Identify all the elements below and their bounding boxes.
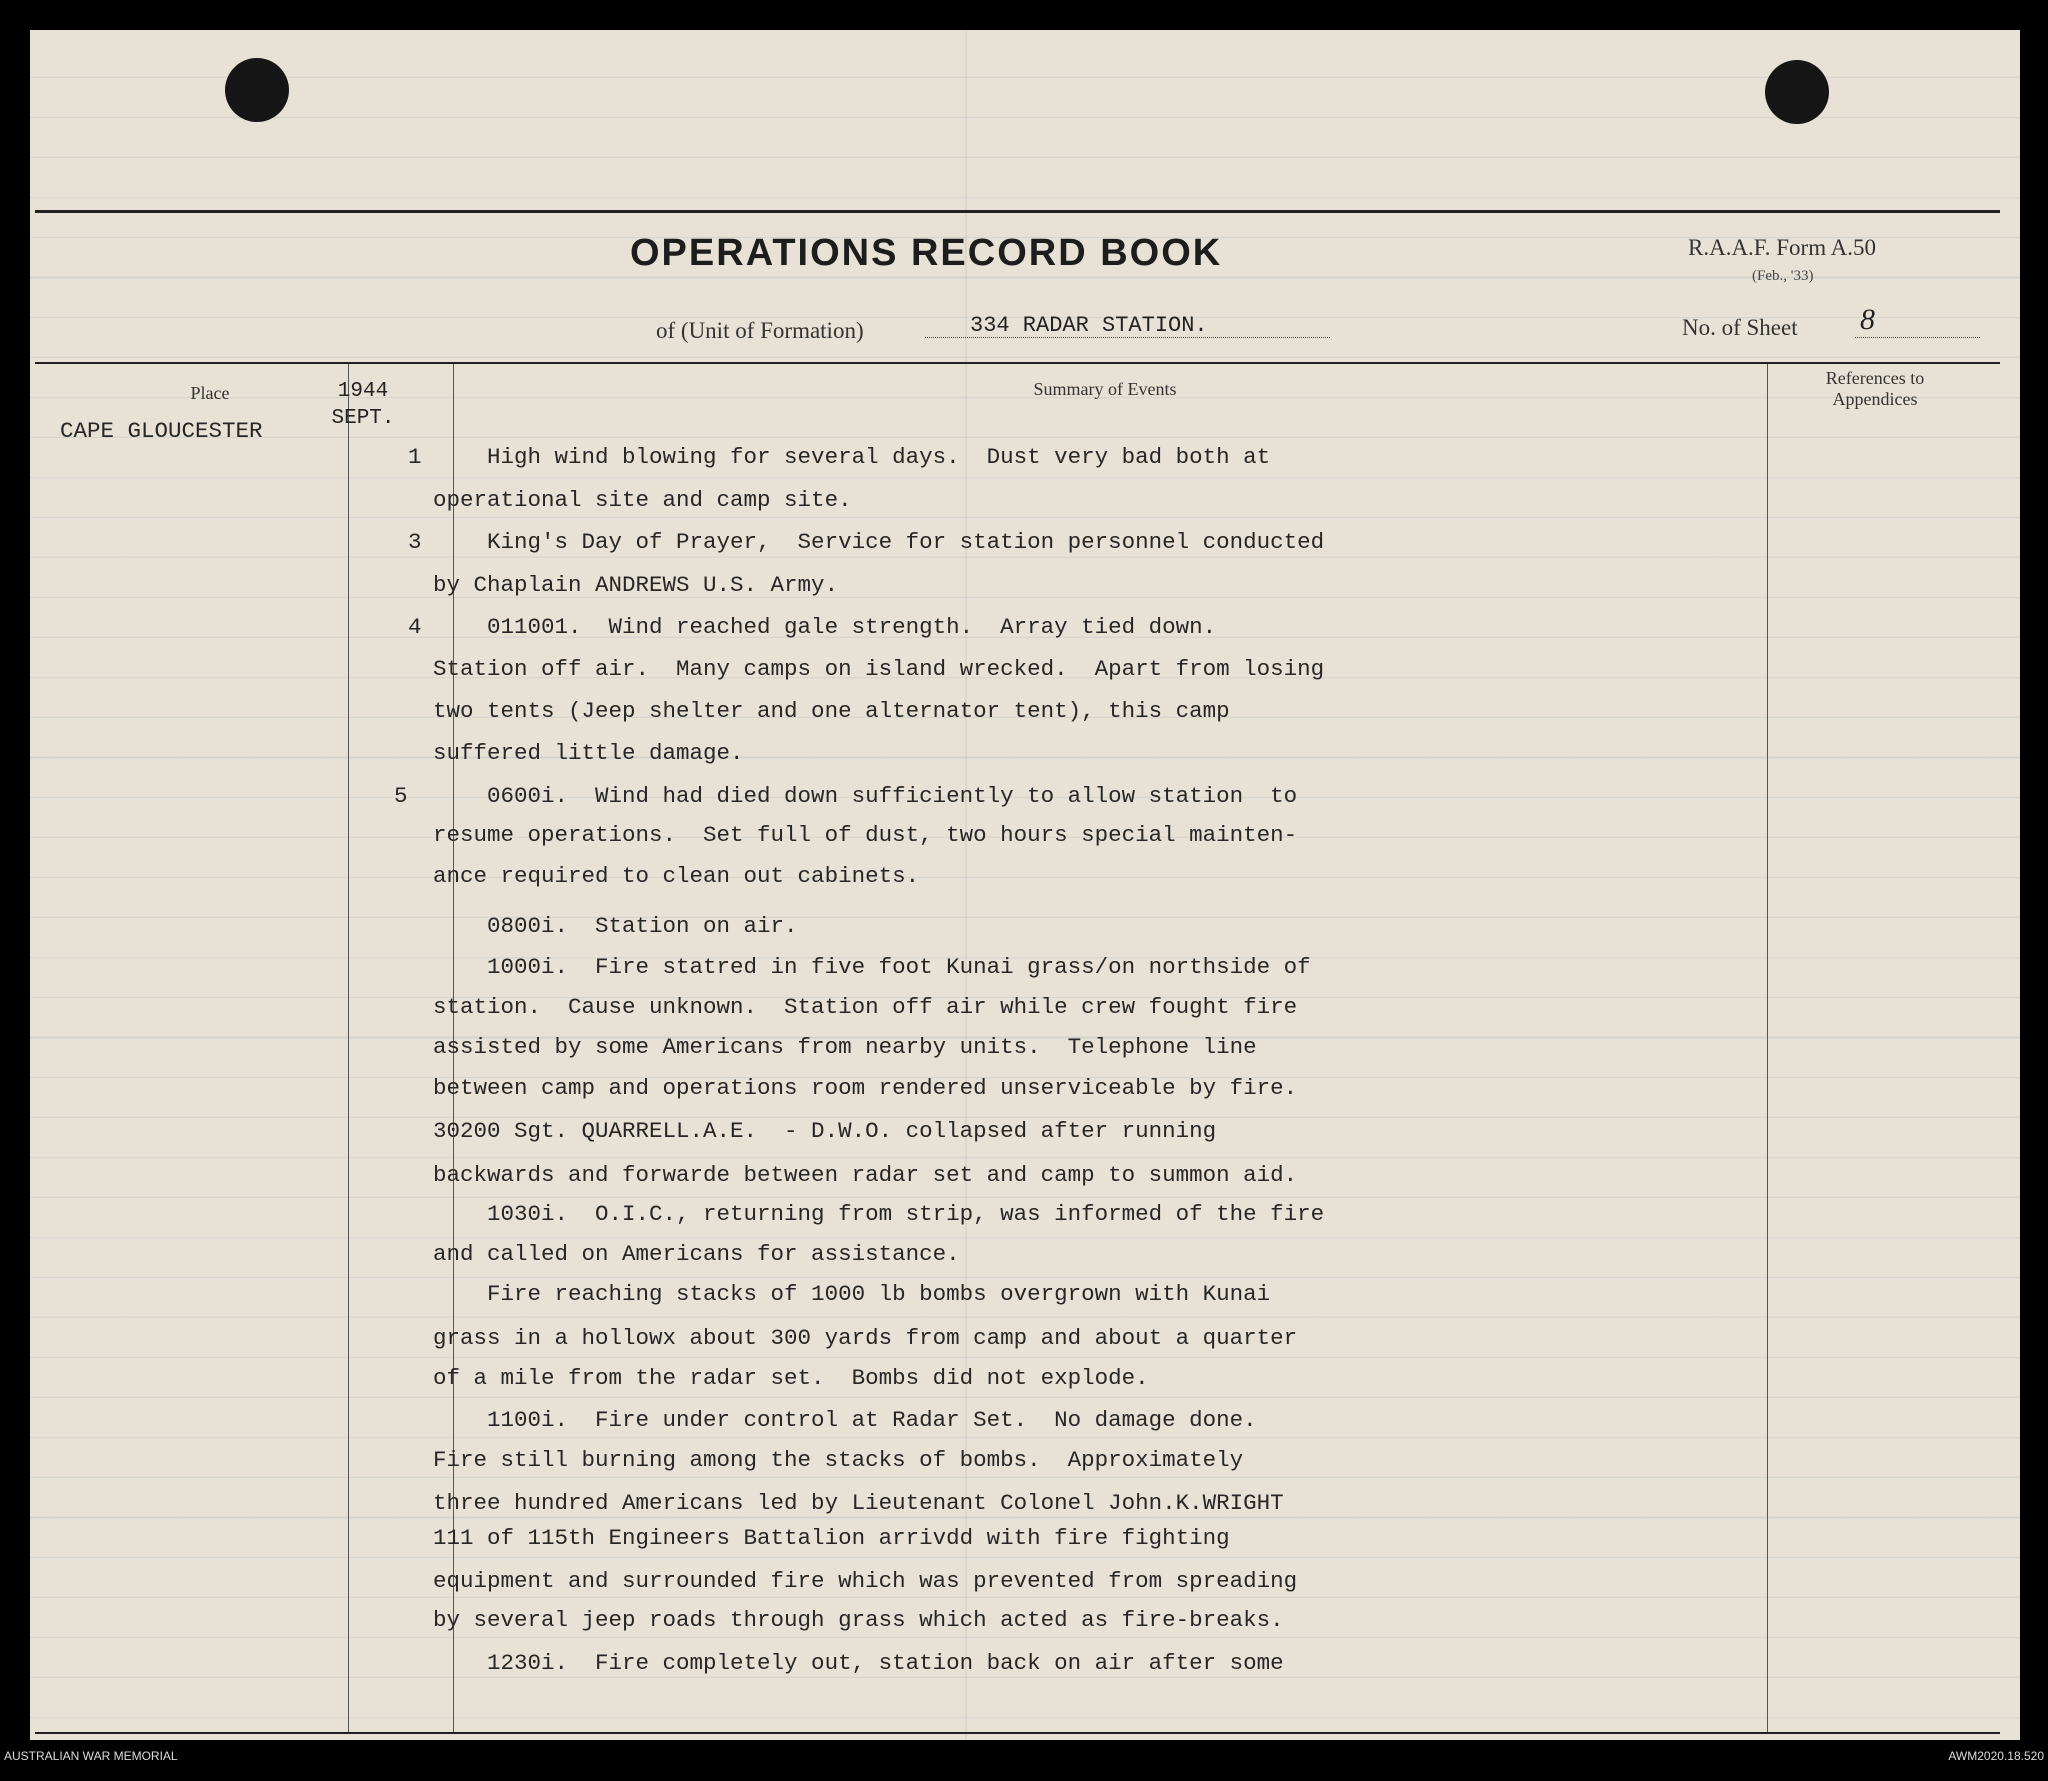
column-header-place: Place [190,383,230,403]
event-line: three hundred Americans led by Lieutenant Colonel John.K.WRIGHT [433,1490,1284,1516]
event-line: 111 of 115th Engineers Battalion arrivdd with fire fighting [433,1525,1230,1551]
event-line: King's Day of Prayer, Service for station personnel conducted [433,529,1325,555]
event-line: 30200 Sgt. QUARRELL.A.E. - D.W.O. collapsed after running [433,1118,1217,1144]
event-line: 1230i. Fire completely out, station back on air after some [433,1650,1284,1676]
footer-rule [35,1732,2000,1734]
event-line: operational site and camp site. [433,487,852,513]
unit-value: 334 RADAR STATION. [970,313,1208,338]
event-line: Fire reaching stacks of 1000 lb bombs overgrown with Kunai [433,1281,1271,1307]
fold-crease [965,30,967,1740]
sheet-label: No. of Sheet [1682,315,1798,340]
punch-hole-left [225,58,289,122]
year-label: 1944 [337,380,389,403]
accession-number: AWM2020.18.520 [1948,1749,2044,1763]
column-header-summary: Summary of Events [1033,379,1177,399]
header-top-rule [35,210,2000,213]
sheet-number: 8 [1860,303,1875,336]
event-line: 011001. Wind reached gale strength. Array tied down. [433,614,1217,640]
unit-label: of (Unit of Formation) [656,318,864,343]
event-line: equipment and surrounded fire which was prevented from spreading [433,1568,1298,1594]
event-line: backwards and forwarde between radar set and camp to summon aid. [433,1162,1298,1188]
punch-hole-right [1765,60,1829,124]
column-divider-place [348,364,349,1732]
references-label-line-2: Appendices [1832,389,1918,409]
event-line: two tents (Jeep shelter and one alternator tent), this camp [433,698,1230,724]
place-entry: CAPE GLOUCESTER [60,418,263,444]
event-line: assisted by some Americans from nearby units. Telephone line [433,1034,1257,1060]
event-line: Fire still burning among the stacks of bombs. Approximately [433,1447,1244,1473]
header-bottom-rule [35,362,2000,364]
event-line: between camp and operations room rendered unserviceable by fire. [433,1075,1298,1101]
event-line: by Chaplain ANDREWS U.S. Army. [433,572,839,598]
event-line: Station off air. Many camps on island wrecked. Apart from losing [433,656,1325,682]
document-page [30,30,2020,1740]
form-title: OPERATIONS RECORD BOOK [630,232,1223,274]
month-label: SEPT. [331,407,395,430]
event-line: station. Cause unknown. Station off air while crew fought fire [433,994,1298,1020]
day-entry: 4 [408,614,422,640]
column-divider-references [1767,364,1768,1732]
event-line: 0800i. Station on air. [433,913,798,939]
event-line: and called on Americans for assistance. [433,1241,960,1267]
archive-caption: AUSTRALIAN WAR MEMORIAL [4,1749,178,1763]
references-label-line-1: References to [1825,368,1925,388]
event-line: by several jeep roads through grass which acted as fire-breaks. [433,1607,1284,1633]
event-line: resume operations. Set full of dust, two hours special mainten- [433,822,1298,848]
day-entry: 3 [408,529,422,555]
day-entry: 5 [394,783,408,809]
day-entry: 1 [408,444,422,470]
event-line: 1030i. O.I.C., returning from strip, was informed of the fire [433,1201,1325,1227]
event-line: suffered little damage. [433,740,744,766]
event-line: High wind blowing for several days. Dust very bad both at [433,444,1271,470]
column-header-date [318,378,408,432]
event-line: 0600i. Wind had died down sufficiently to allow station to [433,783,1298,809]
event-line: grass in a hollowx about 300 yards from camp and about a quarter [433,1325,1298,1351]
event-line: of a mile from the radar set. Bombs did not explode. [433,1365,1149,1391]
form-date: (Feb., '33) [1752,268,1814,284]
column-header-references [1775,368,1975,410]
event-line: ance required to clean out cabinets. [433,863,920,889]
event-line: 1100i. Fire under control at Radar Set. No damage done. [433,1407,1257,1433]
event-line: 1000i. Fire statred in five foot Kunai grass/on northside of [433,954,1311,980]
form-number: R.A.A.F. Form A.50 [1688,235,1876,260]
sheet-fill-line [1855,337,1980,338]
